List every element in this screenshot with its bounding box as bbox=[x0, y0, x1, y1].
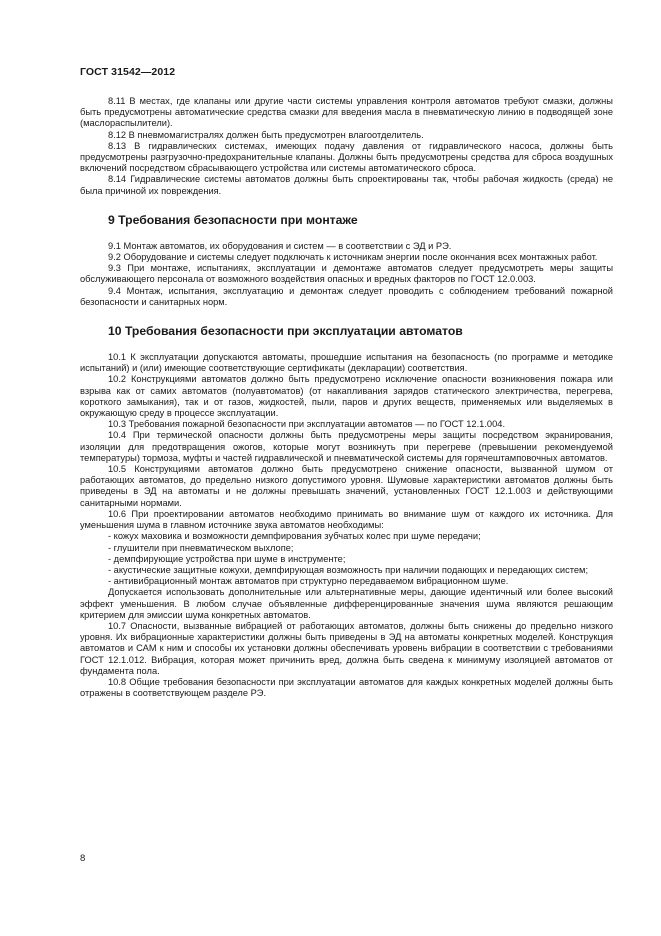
paragraph-9-2: 9.2 Оборудование и системы следует подключать к источникам энергии после окончания всех монтажных работ. bbox=[108, 252, 598, 263]
paragraph-10-6-note: Допускается использовать дополнительные или альтернативные меры, дающие идентичный или более высокий эффект уменьшения. В любом случае объявленные дифференцированные значения шума являются решающим критерием для эмиссии шума конкретных автоматов. bbox=[80, 587, 613, 620]
paragraph-10-3: 10.3 Требования пожарной безопасности при эксплуатации автоматов — по ГОСТ 12.1.004. bbox=[108, 419, 506, 430]
paragraph-9-3: 9.3 При монтаже, испытаниях, эксплуатации и демонтаже автоматов следует предусмотреть меры защиты обслуживающего персонала от возможного воздействия опасных и вредных факторов по ГОСТ 12.0.003. bbox=[80, 263, 613, 285]
document-header: ГОСТ 31542—2012 bbox=[80, 66, 176, 78]
paragraph-10-4: 10.4 При термической опасности должны быть предусмотрены меры защиты посредством экранирования, изоляции для предотвращения ожогов, которые могут возникнуть при перегреве (превышении рекомендуемой температуры) тормоза, муфты и частей гидравлической и пневматической системы для горячештамповочных автоматов. bbox=[80, 430, 613, 463]
paragraph-10-5: 10.5 Конструкциями автоматов должно быть предусмотрено снижение опасности, вызванной шумом от работающих автоматов, до предельно низкого допустимого уровня. Шумовые характеристики автоматов должны быть приведены в ЭД на автоматы и не должны превышать значений, установленных ГОСТ 12.1.003 и действующими санитарными нормами. bbox=[80, 464, 613, 508]
list-item: - демпфирующие устройства при шуме в инструменте; bbox=[108, 553, 346, 564]
list-item: - глушители при пневматическом выхлопе; bbox=[108, 542, 294, 553]
page-number: 8 bbox=[80, 853, 86, 864]
section-10-body bbox=[80, 352, 613, 699]
paragraph-10-8: 10.8 Общие требования безопасности при эксплуатации автоматов для каждых конкретных моделей должны быть отражены в соответствующем разделе РЭ. bbox=[80, 676, 613, 699]
paragraph-10-1: 10.1 К эксплуатации допускаются автоматы, прошедшие испытания на безопасность (по программе и методике испытаний) и (или) имеющие соответствующие сертификаты (декларации) соответствия. bbox=[80, 352, 613, 374]
list-item: - кожух маховика и возможности демпфирования зубчатых колес при шуме передачи; bbox=[108, 531, 481, 542]
paragraph-8-13: 8.13 В гидравлических системах, имеющих подачу давления от гидравлического насоса, должны быть предусмотрены разгрузочно-предохранительные клапаны. Должны быть предусмотрены средства для сброса воздушных включений посредством сбрасывающего устройства или системы автоматического сброса. bbox=[80, 140, 613, 174]
paragraph-8-12: 8.12 В пневмомагистралях должен быть предусмотрен влагоотделитель. bbox=[108, 129, 424, 140]
section-9-body bbox=[80, 241, 613, 308]
paragraph-8-11: 8.11 В местах, где клапаны или другие части системы управления контроля автоматов требуют смазки, должны быть предусмотрены автоматические средства смазки для введения масла в пневматическую линию в подводящей зоне (маслораспылители). bbox=[80, 96, 613, 129]
list-item: - антивибрационный монтаж автоматов при структурно передаваемом вибрационном шуме. bbox=[108, 576, 509, 587]
paragraph-9-4: 9.4 Монтаж, испытания, эксплуатацию и демонтаж следует проводить с соблюдением требований пожарной безопасности и санитарных норм. bbox=[80, 285, 613, 307]
paragraph-10-6: 10.6 При проектировании автоматов необходимо принимать во внимание шум от каждого их источника. Для уменьшения шума в главном источнике звука автоматов необходимы: bbox=[80, 508, 613, 531]
paragraph-9-1: 9.1 Монтаж автоматов, их оборудования и систем — в соответствии с ЭД и РЭ. bbox=[108, 240, 452, 251]
paragraph-10-7: 10.7 Опасности, вызванные вибрацией от работающих автоматов, должны быть снижены до предельно низкого уровня. Их вибрационные характеристики должны быть приведены в ЭД на автоматы конкретных моделей. Конструкция автоматов и САМ к ним и способы их установки должны обеспечивать уровень вибрации в соответствии с требованиями ГОСТ 12.1.012. Вибрация, которая может причинить вред, должна быть сведена к минимуму изоляцией автоматов от фундамента пола. bbox=[80, 620, 613, 676]
section-10-title: 10 Требования безопасности при эксплуатации автоматов bbox=[108, 324, 463, 339]
section-8-continuation bbox=[80, 96, 613, 197]
paragraph-10-2: 10.2 Конструкциями автоматов должно быть предусмотрено исключение опасности возникновения пожара или взрыва как от самих автоматов (полуавтоматов) (от накапливания зарядов статического электричества, перегрева, короткого замыкания), так и от газов, жидкостей, пыли, паров и других веществ, применяемых или выделяемых в окружающую среду в процессе эксплуатации. bbox=[80, 374, 613, 419]
paragraph-8-14: 8.14 Гидравлические системы автоматов должны быть спроектированы так, чтобы рабочая жидкость (среда) не была причиной их повреждения. bbox=[80, 174, 613, 196]
section-9-title: 9 Требования безопасности при монтаже bbox=[108, 212, 358, 227]
list-item: - акустические защитные кожухи, демпфирующая возможность при наличии подающих и передающих систем; bbox=[108, 564, 589, 575]
